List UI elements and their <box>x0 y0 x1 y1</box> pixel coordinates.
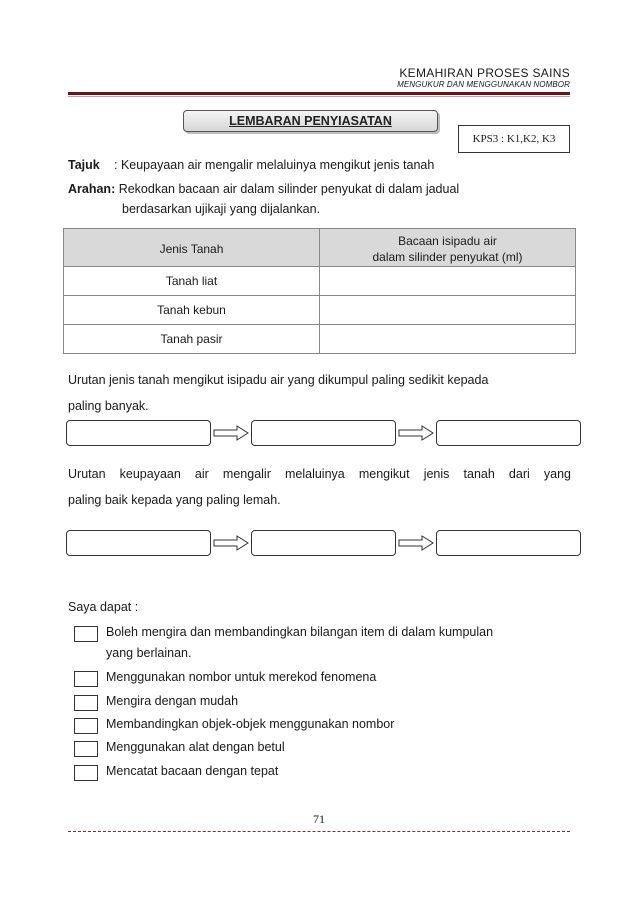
arrow-right-icon <box>213 535 249 551</box>
banner-text: LEMBARAN PENYIASATAN <box>229 114 392 128</box>
instruction-line <box>68 182 459 196</box>
page-number: 71 <box>313 812 325 826</box>
instruction-text: Rekodkan bacaan air dalam silinder penyukat di dalam jadual <box>115 182 460 196</box>
self-assessment-heading: Saya dapat : <box>68 600 139 614</box>
table-header-row <box>64 229 576 267</box>
soil-type-cell: Tanah liat <box>64 267 320 296</box>
question-2-line1: Urutan keupayaan air mengalir melaluinya mengikut jenis tanah dari yang <box>68 467 571 481</box>
arrow-right-icon <box>213 425 249 441</box>
item-text: Boleh mengira dan membandingkan bilangan item di dalam kumpulan <box>106 625 494 639</box>
item-text: Menggunakan nombor untuk merekod fenomena <box>106 670 377 684</box>
results-table <box>63 228 576 354</box>
soil-type-cell: Tanah kebun <box>64 296 320 325</box>
item-text: Mengira dengan mudah <box>106 694 239 708</box>
header-rule-thin <box>68 96 570 97</box>
kps-code-box: KPS3 : K1,K2, K3 <box>458 125 570 153</box>
sequence-flow-2 <box>66 530 581 556</box>
item-text: Menggunakan alat dengan betul <box>106 740 285 754</box>
checkbox[interactable] <box>74 671 98 687</box>
question-2-line2: paling baik kepada yang paling lemah. <box>68 493 281 507</box>
header-water-volume-line1: Bacaan isipadu air <box>398 233 497 248</box>
checkbox[interactable] <box>74 741 98 757</box>
instruction-label: Arahan: <box>68 182 116 196</box>
header-water-volume <box>320 229 576 267</box>
table-row <box>64 325 576 354</box>
sequence-flow-1 <box>66 420 581 446</box>
sequence-box-1[interactable] <box>66 530 211 556</box>
instruction-text-continued: berdasarkan ujikaji yang dijalankan. <box>122 202 321 216</box>
checkbox[interactable] <box>74 765 98 781</box>
item-text-continued: yang berlainan. <box>106 646 192 660</box>
header-rule <box>68 92 570 95</box>
sequence-box-3[interactable] <box>436 420 581 446</box>
sequence-box-2[interactable] <box>251 420 396 446</box>
volume-input-cell[interactable] <box>320 325 576 354</box>
sequence-box-1[interactable] <box>66 420 211 446</box>
checkbox[interactable] <box>74 626 98 642</box>
arrow-right-icon <box>398 535 434 551</box>
item-text: Mencatat bacaan dengan tepat <box>106 764 279 778</box>
volume-input-cell[interactable] <box>320 296 576 325</box>
question-1-line1: Urutan jenis tanah mengikut isipadu air yang dikumpul paling sedikit kepada <box>68 373 489 387</box>
sequence-box-3[interactable] <box>436 530 581 556</box>
topic-label: Tajuk <box>68 158 100 172</box>
topic-line <box>68 158 434 172</box>
header-soil-type: Jenis Tanah <box>64 229 320 267</box>
question-1-line2: paling banyak. <box>68 399 149 413</box>
header-subtitle: MENGUKUR DAN MENGGUNAKAN NOMBOR <box>397 80 570 89</box>
table-row <box>64 296 576 325</box>
worksheet-banner <box>183 110 438 132</box>
sequence-box-2[interactable] <box>251 530 396 556</box>
checkbox[interactable] <box>74 718 98 734</box>
question-1 <box>68 367 571 419</box>
volume-input-cell[interactable] <box>320 267 576 296</box>
arrow-right-icon <box>398 425 434 441</box>
item-text: Membandingkan objek-objek menggunakan nombor <box>106 717 395 731</box>
soil-type-cell: Tanah pasir <box>64 325 320 354</box>
header-water-volume-line2: dalam silinder penyukat (ml) <box>372 249 523 264</box>
table-row <box>64 267 576 296</box>
topic-text: : Keupayaan air mengalir melaluinya mengikut jenis tanah <box>114 158 435 172</box>
checkbox[interactable] <box>74 695 98 711</box>
header-title: KEMAHIRAN PROSES SAINS <box>399 66 570 80</box>
footer-rule <box>68 831 570 832</box>
